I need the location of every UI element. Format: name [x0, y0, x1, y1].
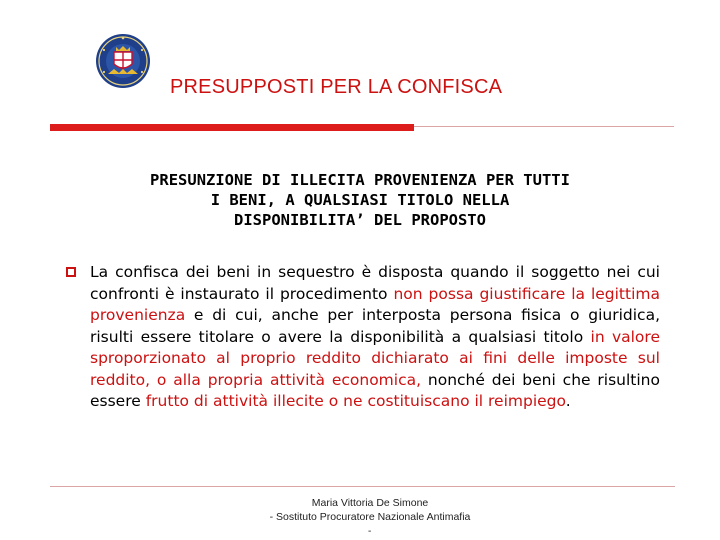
highlighted-segment: frutto di attività illecite o ne costituiscano il reimpiego	[145, 392, 566, 410]
title-underline-bar	[50, 124, 414, 131]
page-title: PRESUPPOSTI PER LA CONFISCA	[170, 76, 503, 98]
bullet-square-icon	[66, 267, 76, 277]
section-heading	[50, 170, 670, 230]
heading-line: I BENI, A QUALSIASI TITOLO NELLA	[210, 191, 510, 209]
footer-role: - Sostituto Procuratore Nazionale Antimafia	[269, 511, 471, 523]
footer-author: Maria Vittoria De Simone	[311, 497, 429, 509]
heading-line: PRESUNZIONE DI ILLECITA PROVENIENZA PER TUTTI	[150, 171, 570, 189]
text-segment: nonché dei beni che risultino essere	[90, 370, 660, 410]
emblem-seal-icon	[94, 30, 152, 92]
highlighted-segment: non possa giustificare la legittima provenienza	[90, 284, 660, 324]
footer	[200, 496, 540, 524]
text-segment: .	[565, 392, 571, 410]
heading-line: DISPONIBILITA’ DEL PROPOSTO	[234, 211, 486, 229]
title-underline-thin	[414, 126, 674, 127]
bullet-paragraph	[90, 262, 660, 413]
highlighted-segment: in valore sproporzionato al proprio reddito dichiarato ai fini delle imposte sul reddito, o alla propria attività economica,	[90, 327, 660, 389]
footer-divider	[50, 486, 675, 487]
text-segment: e di cui, anche per interposta persona fisica o giuridica, risulti essere titolare o avere la disponibilità a qualsiasi titolo	[90, 306, 660, 346]
footer-mark: -	[368, 526, 372, 537]
text-segment: La confisca dei beni in sequestro è disposta quando il soggetto nei cui confronti è instaurato il procedimento	[90, 263, 660, 303]
